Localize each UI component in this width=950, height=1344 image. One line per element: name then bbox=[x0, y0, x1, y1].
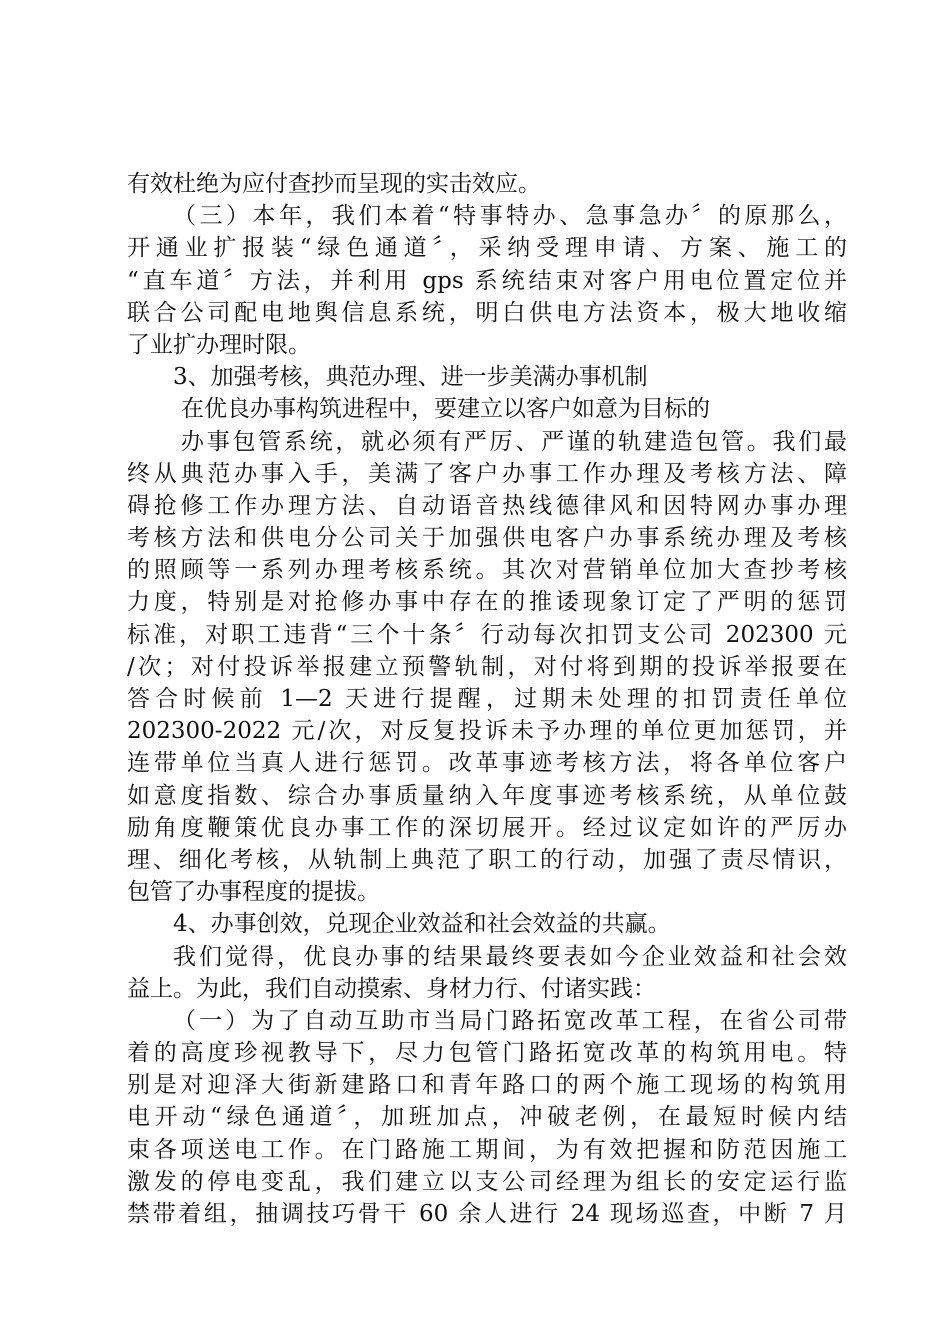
text-line: 益上。为此，我们自动摸索、身材力行、付诸实践： bbox=[127, 975, 656, 1002]
text-line: 着的高度珍视教导下，尽力包管门路拓宽改革的构筑用电。特 bbox=[127, 1040, 847, 1067]
text-line: 标准，对职工违背“三个十条〞行动每次扣罚支公司 202300 元 bbox=[127, 621, 847, 648]
text-line: 答合时候前 1—2 天进行提醒，过期未处理的扣罚责任单位 bbox=[127, 686, 847, 712]
text-line: 禁带着组，抽调技巧骨干 60 余人进行 24 现场巡查，中断 7 月 bbox=[127, 1201, 847, 1227]
text-line: 办事包管系统，就必须有严厉、严谨的轨建造包管。我们最 bbox=[181, 428, 847, 455]
section-heading: 3、加强考核，典范办理、进一步美满办事机制 bbox=[173, 364, 648, 391]
text-line: 的照顾等一系列办理考核系统。其次对营销单位加大查抄考核 bbox=[127, 557, 847, 584]
text-line: “直车道〞方法，并利用 gps 系统结束对客户用电位置定位并 bbox=[127, 267, 847, 294]
text-line: 我们觉得，优良办事的结果最终要表如今企业效益和社会效 bbox=[173, 943, 847, 970]
text-line: 202300-2022 元/次，对反复投诉未予办理的单位更加惩罚，并 bbox=[127, 718, 847, 745]
text-line: 别是对迎泽大街新建路口和青年路口的两个施工现场的构筑用 bbox=[127, 1072, 847, 1099]
text-line: （三）本年，我们本着“特事特办、急事急办〞的原那么， bbox=[173, 203, 847, 230]
document-body bbox=[127, 168, 847, 1230]
section-heading: 4、办事创效，兑现企业效益和社会效益的共赢。 bbox=[173, 911, 671, 938]
text-line: 终从典范办事入手，美满了客户办事工作办理及考核方法、障 bbox=[127, 460, 847, 487]
text-line: 碍抢修工作办理方法、自动语音热线德律风和因特网办事办理 bbox=[127, 492, 847, 519]
text-line: 开通业扩报装“绿色通道〞，采纳受理申请、方案、施工的 bbox=[127, 235, 847, 262]
text-line: 了业扩办理时限。 bbox=[127, 331, 311, 358]
text-line: 联合公司配电地舆信息系统，明白供电方法资本，极大地收缩 bbox=[127, 299, 847, 326]
text-line: 包管了办事程度的提拔。 bbox=[127, 879, 380, 906]
text-line: 在优良办事构筑进程中，要建立以客户如意为目标的 bbox=[181, 396, 710, 423]
text-line: 有效杜绝为应付查抄而呈现的实击效应。 bbox=[127, 171, 541, 197]
text-line: （一）为了自动互助市当局门路拓宽改革工程，在省公司带 bbox=[173, 1007, 847, 1034]
text-line: 理、细化考核，从轨制上典范了职工的行动，加强了责尽情识， bbox=[127, 846, 847, 873]
text-line: 如意度指数、综合办事质量纳入年度事迹考核系统，从单位鼓 bbox=[127, 782, 847, 809]
text-line: 考核方法和供电分公司关于加强供电客户办事系统办理及考核 bbox=[127, 525, 847, 552]
text-line: 励角度鞭策优良办事工作的深切展开。经过议定如许的严厉办 bbox=[127, 814, 847, 841]
text-line: 激发的停电变乱，我们建立以支公司经理为组长的安定运行监 bbox=[127, 1168, 847, 1195]
text-line: 力度，特别是对抢修办事中存在的推诿现象订定了严明的惩罚 bbox=[127, 589, 847, 616]
text-line: 束各项送电工作。在门路施工期间，为有效把握和防范因施工 bbox=[127, 1136, 847, 1163]
text-line: /次；对付投诉举报建立预警轨制，对付将到期的投诉举报要在 bbox=[127, 653, 847, 680]
text-line: 连带单位当真人进行惩罚。改革事迹考核方法，将各单位客户 bbox=[127, 750, 847, 777]
text-line: 电开动“绿色通道〞，加班加点，冲破老例，在最短时候内结 bbox=[127, 1104, 847, 1131]
